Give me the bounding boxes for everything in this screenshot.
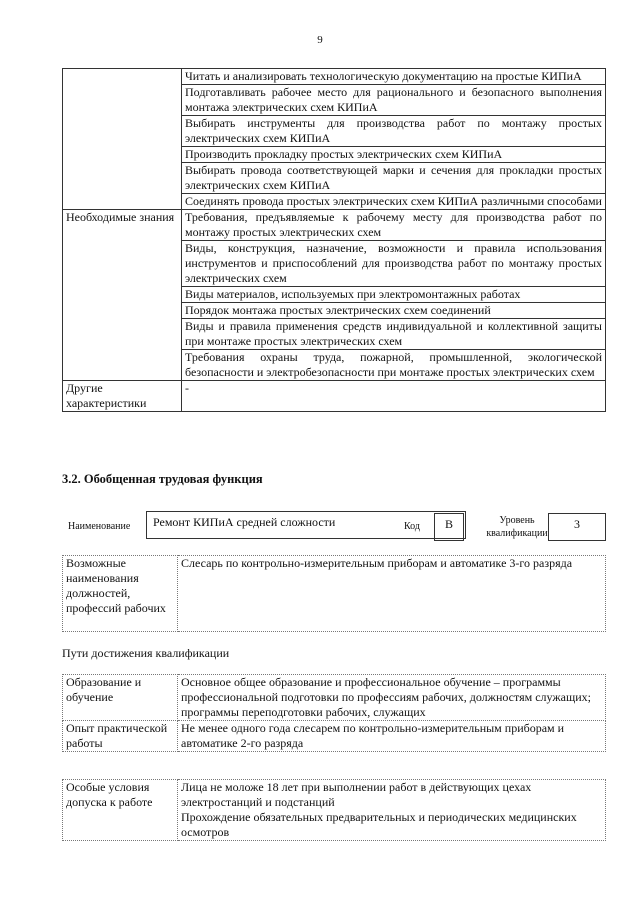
knowledge-label-cell bbox=[63, 241, 182, 287]
other-value: - bbox=[182, 381, 606, 412]
positions-row bbox=[63, 556, 606, 632]
knowledge-row bbox=[63, 241, 606, 287]
conditions-table bbox=[62, 779, 606, 841]
knowledge-cell: Порядок монтажа простых электрических схем соединений bbox=[182, 303, 606, 319]
education-row bbox=[63, 675, 606, 721]
skills-label-cell bbox=[63, 85, 182, 116]
paths-heading: Пути достижения квалификации bbox=[62, 646, 230, 660]
name-label: Наименование bbox=[68, 521, 131, 532]
skills-knowledge-table bbox=[62, 68, 606, 412]
level-label-2: квалификации bbox=[486, 528, 548, 539]
name-value: Ремонт КИПиА средней сложности bbox=[146, 511, 466, 539]
experience-value: Не менее одного года слесарем по контрольно-измерительным приборам и автоматике 2-го разряда bbox=[178, 721, 606, 752]
knowledge-label-cell bbox=[63, 319, 182, 350]
skills-label-cell bbox=[63, 194, 182, 210]
skills-label-cell bbox=[63, 69, 182, 85]
qualification-table bbox=[62, 674, 606, 752]
skill-row bbox=[63, 163, 606, 194]
knowledge-row bbox=[63, 287, 606, 303]
knowledge-cell: Виды, конструкция, назначение, возможности и правила использования инструментов и приспособлений для производства работ по монтажу простых электрических схем bbox=[182, 241, 606, 287]
knowledge-row bbox=[63, 210, 606, 241]
function-row bbox=[62, 511, 606, 541]
knowledge-label-cell bbox=[63, 303, 182, 319]
skill-cell: Соединять провода простых электрических схем КИПиА различными способами bbox=[182, 194, 606, 210]
condition-medical: Прохождение обязательных предварительных и периодических медицинских осмотров bbox=[181, 810, 577, 839]
skill-cell: Читать и анализировать технологическую документацию на простые КИПиА bbox=[182, 69, 606, 85]
page-number: 9 bbox=[317, 34, 323, 46]
level-label-1: Уровень bbox=[499, 515, 535, 526]
level-value: 3 bbox=[548, 513, 606, 541]
education-value: Основное общее образование и профессиональное обучение – программы профессиональной подготовки по профессиям рабочих, должностям служащих; программы переподготовки рабочих, служащих bbox=[178, 675, 606, 721]
skill-cell: Подготавливать рабочее место для рационального и безопасного выполнения монтажа электрических схем КИПиА bbox=[182, 85, 606, 116]
knowledge-label-cell bbox=[63, 287, 182, 303]
skill-row bbox=[63, 85, 606, 116]
section-heading: 3.2. Обобщенная трудовая функция bbox=[62, 472, 263, 486]
skill-row bbox=[63, 147, 606, 163]
knowledge-label: Необходимые знания bbox=[63, 210, 182, 241]
experience-row bbox=[63, 721, 606, 752]
skill-cell: Выбирать инструменты для производства работ по монтажу простых электрических схем КИПиА bbox=[182, 116, 606, 147]
skill-cell: Производить прокладку простых электрических схем КИПиА bbox=[182, 147, 606, 163]
positions-table bbox=[62, 555, 606, 632]
other-row bbox=[63, 381, 606, 412]
other-label: Другие характеристики bbox=[63, 381, 182, 412]
skills-label-cell bbox=[63, 116, 182, 147]
conditions-row bbox=[63, 780, 606, 841]
positions-label: Возможные наименования должностей, профессий рабочих bbox=[63, 556, 178, 632]
conditions-value bbox=[178, 780, 606, 841]
knowledge-cell: Требования, предъявляемые к рабочему месту для производства работ по монтажу простых электрических схем bbox=[182, 210, 606, 241]
knowledge-label-cell bbox=[63, 350, 182, 381]
education-label: Образование и обучение bbox=[63, 675, 178, 721]
condition-age: Лица не моложе 18 лет при выполнении работ в действующих цехах электростанций и подстанций bbox=[181, 780, 532, 809]
skills-label-cell bbox=[63, 147, 182, 163]
skill-row bbox=[63, 116, 606, 147]
code-label: Код bbox=[404, 521, 420, 532]
knowledge-row bbox=[63, 350, 606, 381]
skill-row bbox=[63, 194, 606, 210]
knowledge-cell: Виды и правила применения средств индивидуальной и коллективной защиты при монтаже простых электрических схем bbox=[182, 319, 606, 350]
knowledge-cell: Виды материалов, используемых при электромонтажных работах bbox=[182, 287, 606, 303]
experience-label: Опыт практической работы bbox=[63, 721, 178, 752]
positions-value: Слесарь по контрольно-измерительным приборам и автоматике 3-го разряда bbox=[178, 556, 606, 632]
knowledge-row bbox=[63, 319, 606, 350]
knowledge-row bbox=[63, 303, 606, 319]
conditions-label: Особые условия допуска к работе bbox=[63, 780, 178, 841]
skill-cell: Выбирать провода соответствующей марки и сечения для прокладки простых электрических схем КИПиА bbox=[182, 163, 606, 194]
code-value: В bbox=[434, 513, 464, 541]
knowledge-cell: Требования охраны труда, пожарной, промышленной, экологической безопасности и электробезопасности при монтаже простых электрических схем bbox=[182, 350, 606, 381]
skill-row bbox=[63, 69, 606, 85]
skills-label-cell bbox=[63, 163, 182, 194]
